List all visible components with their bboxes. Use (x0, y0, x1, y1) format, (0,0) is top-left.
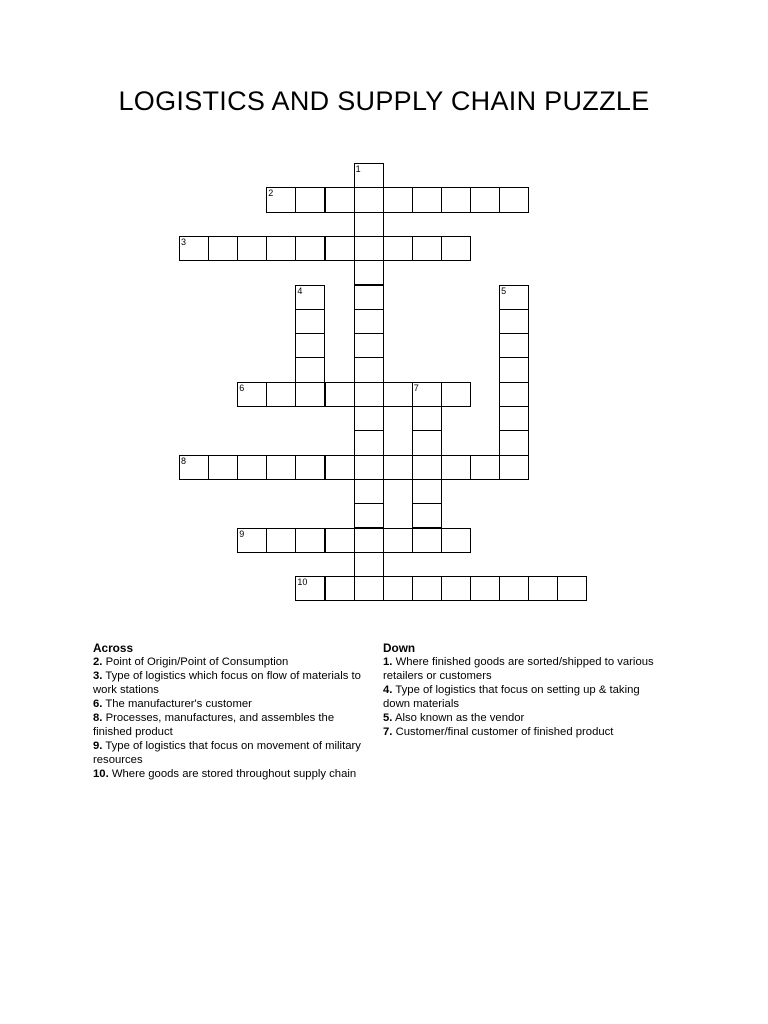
grid-cell[interactable] (499, 333, 529, 358)
grid-cell[interactable] (295, 309, 325, 334)
grid-cell[interactable] (470, 187, 500, 212)
grid-cell[interactable] (383, 187, 413, 212)
grid-cell[interactable] (383, 455, 413, 480)
clue-down-4: 4. Type of logistics that focus on setting up & taking down materials (383, 684, 640, 710)
clue-across-2: 2. Point of Origin/Point of Consumption (93, 656, 289, 668)
grid-cell[interactable] (470, 455, 500, 480)
clue-number: 7 (413, 382, 419, 393)
grid-cell[interactable] (354, 285, 384, 310)
clue-across-6: 6. The manufacturer's customer (93, 698, 252, 710)
grid-cell[interactable] (499, 455, 529, 480)
grid-cell[interactable] (354, 309, 384, 334)
grid-cell[interactable] (470, 576, 500, 601)
grid-cell[interactable] (412, 187, 442, 212)
grid-cell[interactable] (441, 455, 471, 480)
grid-cell[interactable] (325, 576, 355, 601)
clue-number: 4 (297, 285, 303, 296)
grid-cell[interactable] (354, 357, 384, 382)
grid-cell[interactable] (295, 187, 325, 212)
grid-cell[interactable] (354, 212, 384, 237)
clue-number: 6 (239, 382, 245, 393)
grid-cell[interactable] (412, 479, 442, 504)
grid-cell[interactable] (179, 236, 209, 261)
grid-cell[interactable] (499, 285, 529, 310)
grid-cell[interactable] (354, 455, 384, 480)
grid-cell[interactable] (499, 357, 529, 382)
grid-cell[interactable] (354, 576, 384, 601)
grid-cell[interactable] (412, 503, 442, 528)
grid-cell[interactable] (237, 455, 267, 480)
grid-cell[interactable] (354, 430, 384, 455)
grid-cell[interactable] (325, 528, 355, 553)
grid-cell[interactable] (441, 382, 471, 407)
clue-down-7: 7. Customer/final customer of finished product (383, 726, 614, 738)
grid-cell[interactable] (412, 236, 442, 261)
grid-cell[interactable] (354, 528, 384, 553)
clue-number: 10 (297, 577, 308, 588)
grid-cell[interactable] (295, 455, 325, 480)
clue-across-3: 3. Type of logistics which focus on flow of materials to work stations (93, 670, 361, 696)
down-heading: Down (383, 641, 416, 655)
clue-down-5: 5. Also known as the vendor (383, 712, 525, 724)
grid-cell[interactable] (325, 236, 355, 261)
grid-cell[interactable] (383, 576, 413, 601)
grid-cell[interactable] (354, 479, 384, 504)
grid-cell[interactable] (325, 382, 355, 407)
grid-cell[interactable] (412, 406, 442, 431)
grid-cell[interactable] (441, 576, 471, 601)
grid-cell[interactable] (208, 455, 238, 480)
clue-across-10: 10. Where goods are stored throughout supply chain (93, 768, 357, 780)
grid-cell[interactable] (295, 357, 325, 382)
grid-cell[interactable] (499, 187, 529, 212)
grid-cell[interactable] (208, 236, 238, 261)
grid-cell[interactable] (295, 333, 325, 358)
grid-cell[interactable] (295, 285, 325, 310)
grid-cell[interactable] (354, 187, 384, 212)
clue-number: 1 (355, 164, 361, 174)
puzzle-title: LOGISTICS AND SUPPLY CHAIN PUZZLE (118, 86, 650, 116)
clue-number: 8 (181, 455, 187, 466)
grid-cell[interactable] (354, 163, 384, 188)
grid-cell[interactable] (354, 382, 384, 407)
grid-cell[interactable] (237, 236, 267, 261)
grid-cell[interactable] (266, 382, 296, 407)
grid-cell[interactable] (266, 236, 296, 261)
grid-cell[interactable] (295, 236, 325, 261)
grid-cell[interactable] (354, 503, 384, 528)
across-clues (93, 641, 373, 781)
grid-cell[interactable] (499, 382, 529, 407)
grid-cell[interactable] (354, 406, 384, 431)
grid-cell[interactable] (237, 528, 267, 553)
grid-cell[interactable] (499, 430, 529, 455)
grid-cell[interactable] (499, 576, 529, 601)
grid-cell[interactable] (412, 576, 442, 601)
grid-cell[interactable] (383, 236, 413, 261)
grid-cell[interactable] (383, 382, 413, 407)
grid-cell[interactable] (237, 382, 267, 407)
grid-cell[interactable] (266, 528, 296, 553)
clue-number: 9 (239, 528, 245, 539)
grid-cell[interactable] (499, 406, 529, 431)
grid-cell[interactable] (354, 236, 384, 261)
clue-number: 2 (268, 188, 274, 199)
clue-number: 3 (181, 236, 187, 247)
grid-cell[interactable] (354, 333, 384, 358)
grid-cell[interactable] (325, 187, 355, 212)
grid-cell[interactable] (412, 382, 442, 407)
clue-across-8: 8. Processes, manufactures, and assembles the finished product (93, 712, 335, 738)
grid-cell[interactable] (179, 455, 209, 480)
down-clues (383, 641, 668, 739)
clue-across-9: 9. Type of logistics that focus on movement of military resources (93, 740, 361, 766)
grid-cell[interactable] (266, 455, 296, 480)
grid-cell[interactable] (557, 576, 587, 601)
grid-cell[interactable] (295, 576, 325, 601)
grid-cell[interactable] (383, 528, 413, 553)
grid-cell[interactable] (412, 528, 442, 553)
grid-cell[interactable] (441, 528, 471, 553)
grid-cell[interactable] (295, 528, 325, 553)
grid-cell[interactable] (499, 309, 529, 334)
grid-cell[interactable] (266, 187, 296, 212)
grid-cell[interactable] (441, 187, 471, 212)
grid-cell[interactable] (412, 455, 442, 480)
grid-cell[interactable] (325, 455, 355, 480)
grid-cell[interactable] (441, 236, 471, 261)
clue-number: 5 (501, 285, 507, 296)
grid-cell[interactable] (412, 430, 442, 455)
clue-down-1: 1. Where finished goods are sorted/shipped to various retailers or customers (383, 656, 654, 682)
grid-cell[interactable] (354, 552, 384, 577)
across-heading: Across (93, 641, 133, 655)
grid-cell[interactable] (354, 260, 384, 285)
grid-cell[interactable] (528, 576, 558, 601)
grid-cell[interactable] (295, 382, 325, 407)
